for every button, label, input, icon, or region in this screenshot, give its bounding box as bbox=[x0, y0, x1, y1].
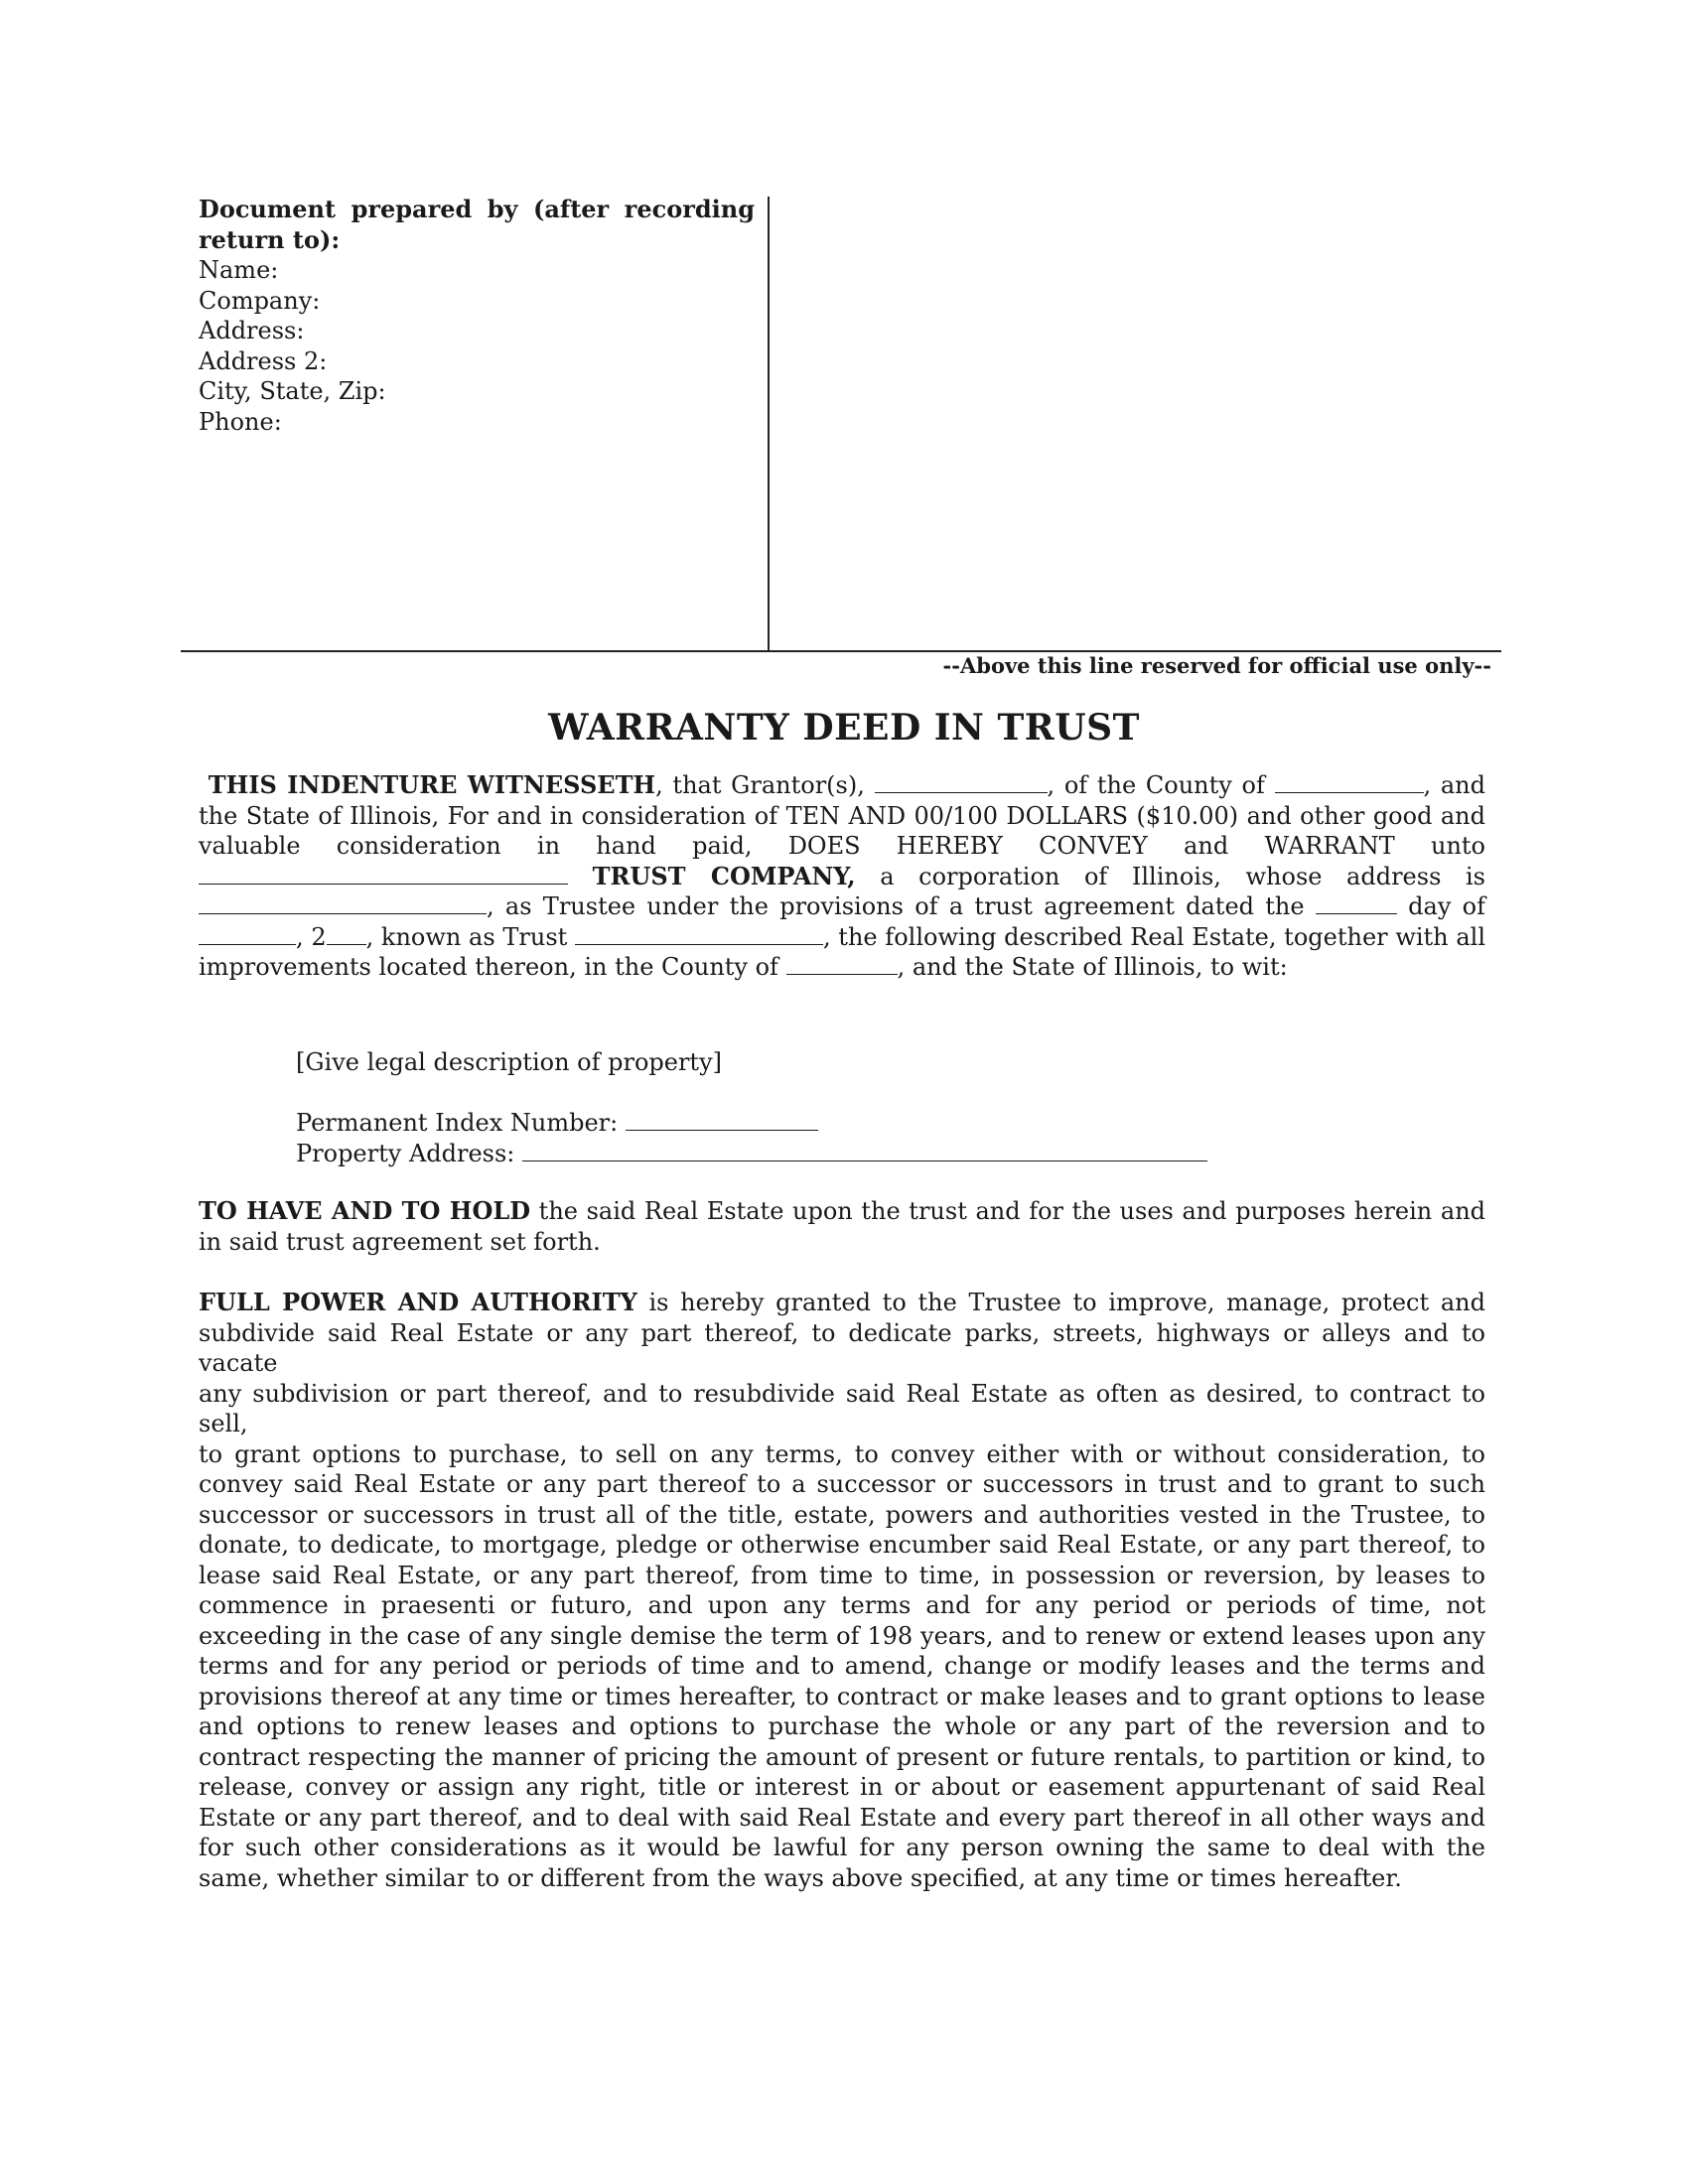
phone-field-label: Phone: bbox=[199, 407, 282, 436]
paragraph-line: TRUST COMPANY, a corporation of Illinois, whose address is bbox=[199, 862, 1485, 892]
prepared-by-block bbox=[199, 195, 755, 437]
paragraph-line: to grant options to purchase, to sell on any terms, to convey either with or without consideration, to bbox=[199, 1439, 1485, 1468]
paragraph-line: release, convey or assign any right, title or interest in or about or easement appurtenant of said Real bbox=[199, 1773, 1485, 1801]
paragraph-line: convey said Real Estate or any part thereof to a successor or successors in trust and to grant to such bbox=[199, 1470, 1485, 1498]
paragraph-line: lease said Real Estate, or any part thereof, from time to time, in possession or reversion, by leases to bbox=[199, 1561, 1485, 1589]
habendum-lead: TO HAVE AND TO HOLD bbox=[199, 1196, 531, 1225]
property-county-blank bbox=[786, 954, 898, 975]
recording-horizontal-divider bbox=[181, 650, 1501, 652]
property-address-blank bbox=[522, 1141, 1207, 1161]
trust-company-blank bbox=[199, 864, 568, 885]
paragraph-line: same, whether similar to or different from the ways above specified, at any time or times hereafter. bbox=[199, 1863, 1402, 1892]
address2-field-label: Address 2: bbox=[199, 346, 328, 375]
pin-line bbox=[296, 1108, 1207, 1139]
recording-vertical-divider bbox=[768, 197, 770, 651]
habendum-paragraph bbox=[199, 1196, 1485, 1257]
prepared-by-heading: Document prepared by (after recording bbox=[199, 195, 755, 223]
legal-description-placeholder: [Give legal description of property] bbox=[296, 1048, 722, 1076]
paragraph-line: , as Trustee under the provisions of a trust agreement dated the day of bbox=[199, 891, 1485, 922]
agreement-month-blank bbox=[199, 924, 296, 945]
full-power-paragraph bbox=[199, 1288, 1485, 1893]
address-field-label: Address: bbox=[199, 317, 305, 344]
prepared-by-heading-cont: return to): bbox=[199, 224, 341, 254]
agreement-year-blank bbox=[327, 924, 366, 945]
paragraph-line: Estate or any part thereof, and to deal with said Real Estate and every part thereof in all other ways and bbox=[199, 1803, 1485, 1832]
paragraph-line: the State of Illinois, For and in consideration of TEN AND 00/100 DOLLARS ($10.00) and other good and bbox=[199, 801, 1485, 830]
pin-label: Permanent Index Number: bbox=[296, 1109, 626, 1137]
trust-number-blank bbox=[575, 924, 823, 945]
trustee-address-blank bbox=[199, 893, 487, 914]
name-field-label: Name: bbox=[199, 256, 279, 284]
property-address-line bbox=[296, 1139, 1207, 1169]
company-field-label: Company: bbox=[199, 286, 321, 315]
page-title: WARRANTY DEED IN TRUST bbox=[548, 707, 1140, 749]
paragraph-line: commence in praesenti or futuro, and upon any terms and for any period or periods of time, not bbox=[199, 1591, 1485, 1619]
pin-blank bbox=[626, 1110, 818, 1131]
paragraph-line: for such other considerations as it would be lawful for any person owning the same to deal with the bbox=[199, 1834, 1485, 1861]
indenture-lead: THIS INDENTURE WITNESSETH bbox=[208, 770, 656, 799]
paragraph-line: improvements located thereon, in the County of , and the State of Illinois, to wit: bbox=[199, 953, 1288, 981]
paragraph-line: subdivide said Real Estate or any part thereof, to dedicate parks, streets, highways or alleys and to vacate bbox=[199, 1318, 1485, 1377]
grantor-county-blank bbox=[1275, 772, 1424, 793]
property-identifiers bbox=[296, 1108, 1207, 1168]
property-address-label: Property Address: bbox=[296, 1139, 523, 1167]
paragraph-line: exceeding in the case of any single demise the term of 198 years, and to renew or extend leases upon any bbox=[199, 1621, 1485, 1650]
indenture-paragraph bbox=[199, 770, 1485, 983]
paragraph-line: , 2 , known as Trust , the following described Real Estate, together with all bbox=[199, 922, 1485, 953]
trust-company-label: TRUST COMPANY, bbox=[592, 861, 856, 890]
paragraph-line: donate, to dedicate, to mortgage, pledge or otherwise encumber said Real Estate, or any part thereof, to bbox=[199, 1531, 1485, 1559]
reserved-note: --Above this line reserved for official use only-- bbox=[942, 653, 1491, 678]
paragraph-line: in said trust agreement set forth. bbox=[199, 1227, 601, 1256]
city-state-zip-field-label: City, State, Zip: bbox=[199, 377, 386, 405]
paragraph-line: FULL POWER AND AUTHORITY is hereby granted to the Trustee to improve, manage, protect and bbox=[199, 1288, 1485, 1316]
paragraph-line: provisions thereof at any time or times hereafter, to contract or make leases and to grant options to lease bbox=[199, 1682, 1485, 1710]
paragraph-line: THIS INDENTURE WITNESSETH, that Grantor(s), , of the County of , and bbox=[208, 770, 1485, 799]
grantor-blank bbox=[875, 772, 1048, 793]
paragraph-line: TO HAVE AND TO HOLD the said Real Estate upon the trust and for the uses and purposes herein and bbox=[199, 1196, 1486, 1225]
paragraph-line: any subdivision or part thereof, and to resubdivide said Real Estate as often as desired, to contract to sell, bbox=[199, 1379, 1485, 1437]
paragraph-line: contract respecting the manner of pricing the amount of present or future rentals, to partition or kind, to bbox=[199, 1742, 1485, 1771]
paragraph-line: terms and for any period or periods of time and to amend, change or modify leases and the terms and bbox=[199, 1652, 1485, 1680]
full-power-lead: FULL POWER AND AUTHORITY bbox=[199, 1288, 637, 1316]
paragraph-line: successor or successors in trust all of the title, estate, powers and authorities vested in the Trustee, to bbox=[199, 1500, 1485, 1529]
paragraph-line: valuable consideration in hand paid, DOES HEREBY CONVEY and WARRANT unto bbox=[199, 832, 1485, 860]
paragraph-line: and options to renew leases and options to purchase the whole or any part of the reversion and to bbox=[199, 1712, 1485, 1740]
agreement-day-blank bbox=[1316, 893, 1397, 914]
